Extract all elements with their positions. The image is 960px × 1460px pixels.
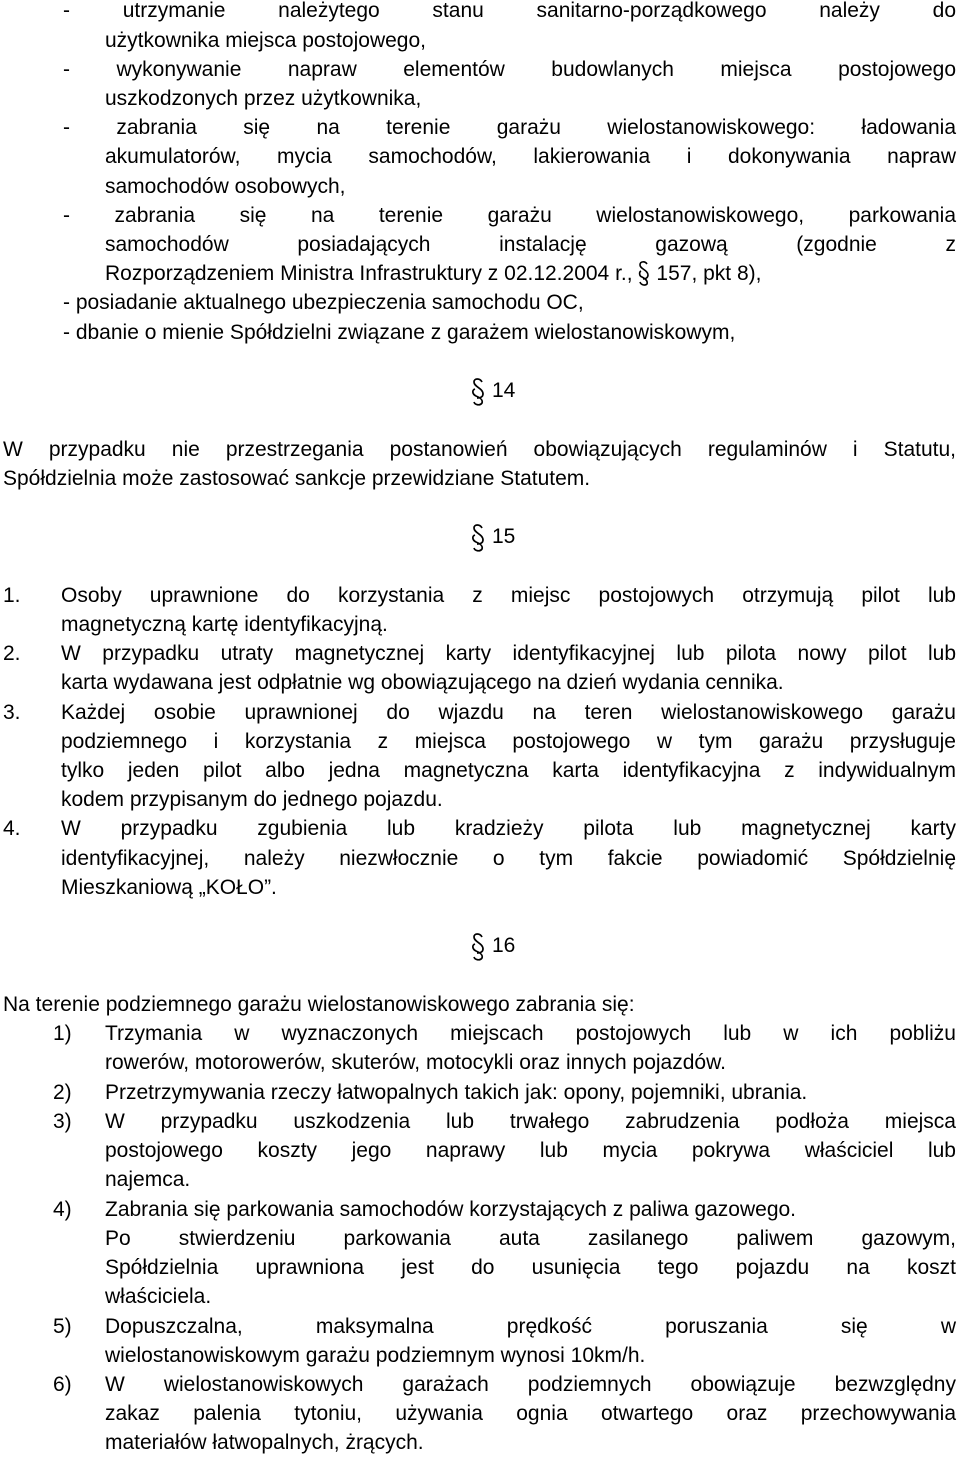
list-number: 4) (53, 1198, 72, 1221)
section-heading (471, 376, 531, 406)
section-sign-icon (471, 376, 485, 406)
section-sign-icon (638, 260, 650, 286)
section-sign-icon (471, 931, 485, 961)
text-line: samochodów osobowych, (105, 175, 346, 198)
text-line: - posiadanie aktualnego ubezpieczenia samochodu OC, (63, 291, 584, 314)
list-number: 2. (3, 642, 21, 665)
text-line: Na terenie podziemnego garażu wielostanowiskowego zabrania się: (3, 993, 635, 1016)
text-line: karta wydawana jest odpłatnie wg obowiązującego na dzień wydania cennika. (61, 671, 784, 694)
text-line: zakaz palenia tytoniu, używania ognia otwartego oraz przechowywania (105, 1402, 956, 1425)
text-line (105, 259, 761, 289)
section-sign-icon (471, 522, 485, 552)
text-segment: Rozporządzeniem Ministra Infrastruktury z 02.12.2004 r., (105, 262, 639, 285)
text-line: postojowego koszty jego naprawy lub mycia pokrywa właściciel lub (105, 1139, 956, 1162)
text-line: materiałów łatwopalnych, żrących. (105, 1431, 424, 1454)
list-number: 2) (53, 1081, 72, 1104)
text-line: magnetyczną kartę identyfikacyjną. (61, 613, 388, 636)
text-line: Spółdzielnia może zastosować sankcje przewidziane Statutem. (3, 467, 591, 490)
text-line: Zabrania się parkowania samochodów korzystających z paliwa gazowego. (105, 1198, 797, 1221)
list-number: 3. (3, 701, 21, 724)
list-number: 5) (53, 1315, 72, 1338)
section-heading (471, 931, 531, 961)
list-number: 3) (53, 1110, 72, 1133)
section-number: 14 (492, 379, 516, 402)
text-line: W przypadku utraty magnetycznej karty identyfikacyjnej lub pilota nowy pilot lub (61, 642, 956, 665)
text-line: tylko jeden pilot albo jedna magnetyczna karta identyfikacyjna z indywidualnym (61, 759, 956, 782)
list-number: 1. (3, 584, 21, 607)
list-number: 1) (53, 1022, 72, 1045)
text-line: rowerów, motorowerów, skuterów, motocykli oraz innych pojazdów. (105, 1051, 726, 1074)
text-line: Po stwierdzeniu parkowania auta zasilanego paliwem gazowym, (105, 1227, 956, 1250)
text-line: właściciela. (105, 1285, 212, 1308)
text-line: akumulatorów, mycia samochodów, lakierowania i dokonywania napraw (105, 145, 956, 168)
text-line: samochodów posiadających instalację gazową (zgodnie z (105, 233, 956, 256)
text-line: Mieszkaniową „KOŁO”. (61, 876, 277, 899)
text-line: Trzymania w wyznaczonych miejscach postojowych lub w ich pobliżu (105, 1022, 956, 1045)
text-line: Osoby uprawnione do korzystania z miejsc postojowych otrzymują pilot lub (61, 584, 956, 607)
text-line: użytkownika miejsca postojowego, (105, 29, 426, 52)
text-line: W przypadku zgubienia lub kradzieży pilota lub magnetycznej karty (61, 817, 956, 840)
text-line: uszkodzonych przez użytkownika, (105, 87, 422, 110)
text-line: Każdej osobie uprawnionej do wjazdu na teren wielostanowiskowego garażu (61, 701, 956, 724)
text-line: W wielostanowiskowych garażach podziemnych obowiązuje bezwzględny (105, 1373, 956, 1396)
text-line: wielostanowiskowym garażu podziemnym wynosi 10km/h. (105, 1344, 646, 1367)
text-line: - wykonywanie napraw elementów budowlanych miejsca postojowego (63, 58, 956, 81)
text-line: kodem przypisanym do jednego pojazdu. (61, 788, 443, 811)
text-line: Spółdzielnia uprawniona jest do usunięcia tego pojazdu na koszt (105, 1256, 956, 1279)
text-line: - zabrania się na terenie garażu wielostanowiskowego, parkowania (63, 204, 956, 227)
section-heading (471, 522, 531, 552)
text-line: Dopuszczalna, maksymalna prędkość poruszania się w (105, 1315, 956, 1338)
text-segment: 157, pkt 8), (656, 262, 762, 285)
text-line: - zabrania się na terenie garażu wielostanowiskowego: ładowania (63, 116, 956, 139)
list-number: 6) (53, 1373, 72, 1396)
text-line: najemca. (105, 1168, 191, 1191)
text-line: W przypadku uszkodzenia lub trwałego zabrudzenia podłoża miejsca (105, 1110, 956, 1133)
text-line: identyfikacyjnej, należy niezwłocznie o tym fakcie powiadomić Spółdzielnię (61, 847, 956, 870)
text-line: podziemnego i korzystania z miejsca postojowego w tym garażu przysługuje (61, 730, 956, 753)
text-line: - utrzymanie należytego stanu sanitarno-porządkowego należy do (63, 0, 956, 22)
text-line: Przetrzymywania rzeczy łatwopalnych takich jak: opony, pojemniki, ubrania. (105, 1081, 808, 1104)
text-line: W przypadku nie przestrzegania postanowień obowiązujących regulaminów i Statutu, (3, 438, 956, 461)
section-number: 15 (492, 525, 516, 548)
section-number: 16 (492, 934, 516, 957)
list-number: 4. (3, 817, 21, 840)
text-line: - dbanie o mienie Spółdzielni związane z garażem wielostanowiskowym, (63, 321, 736, 344)
